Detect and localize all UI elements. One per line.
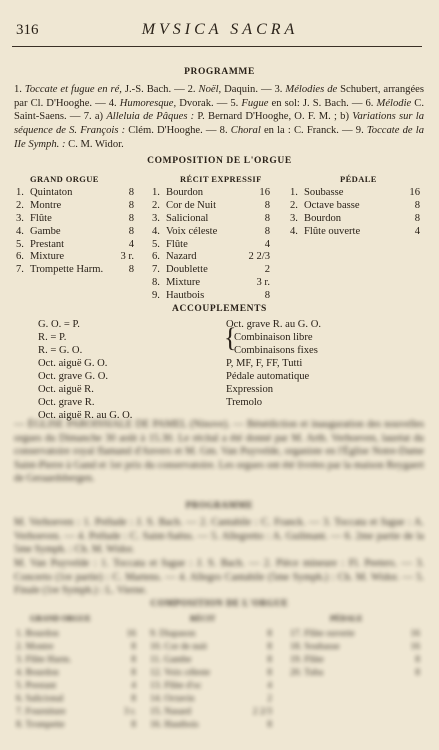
lower-stop-row: [16, 667, 136, 680]
lower-stop-value: 16: [410, 642, 420, 652]
lower-stop-name: 5. Prestant: [16, 681, 57, 691]
lower-stop-name: 18. Soubasse: [290, 642, 340, 652]
lower-stop-row: [150, 654, 272, 667]
stop-row: [152, 277, 270, 290]
programme-segment: Alleluia de Pâques :: [106, 111, 195, 123]
lower-programme-1: M. Verhoeven : 1. Prélude : J. S. Bach. — 2. Cantabile : C. Franck. — 3. Toccata et fugue : A. Verhoeven. — 4. Prélude : C. Saint-Saëns. — 5. Allegretto : A. Guilmant. — 6. 2me partie de la 5me Symph. : Ch. M. Widor.: [14, 517, 424, 556]
stop-name: Montre: [30, 199, 62, 211]
stop-value: 3 r.: [256, 277, 270, 289]
stop-row: [152, 226, 270, 239]
blurred-lower-section: [0, 412, 439, 750]
lower-stop-name: 19. Flûte: [290, 655, 324, 665]
recit-stops: [152, 187, 270, 303]
stop-number: 2.: [16, 199, 24, 211]
stop-row: [152, 264, 270, 277]
stop-value: 4: [128, 238, 134, 250]
programme-heading: PROGRAMME: [184, 67, 255, 77]
stop-number: 1.: [152, 187, 160, 198]
programme-segment: Dvorak. — 5.: [176, 97, 242, 109]
lower-stop-row: [150, 628, 272, 641]
lower-recit-heading: RÉCIT: [190, 614, 216, 623]
programme-segment: en sol: J. S. Bach. — 6.: [268, 97, 377, 109]
stop-number: 5.: [152, 238, 160, 250]
lower-stop-name: 6. Salicional: [16, 694, 64, 704]
accouplements-heading: ACCOUPLEMENTS: [172, 304, 267, 314]
stop-row: [290, 200, 420, 213]
lower-stop-value: 16: [410, 629, 420, 639]
stop-value: 8: [128, 225, 134, 237]
stop-value: 2 2/3: [248, 251, 270, 263]
programme-segment: Toccate de la IIe Symph. :: [14, 125, 424, 150]
lower-stop-value: 8: [415, 668, 420, 678]
lower-programme-2: M. Van Puyvelde : 1. Toccata et fugue : J. S. Bach. — 2. Pièce mineure : Fl. Peeters. — 3. Concerto (1re partie) : C. Martens. — 4. Allegro Cantabile (5me Symph.) : Ch. M. Widor. — 5. Finale (1re Symph.) : L. Vierne.: [14, 558, 424, 597]
lower-stop-value: 8: [267, 655, 272, 665]
stop-name: Cor de Nuit: [166, 199, 217, 211]
stop-number: 1.: [16, 187, 24, 198]
page-number: 316: [16, 22, 39, 38]
stop-row: [152, 239, 270, 252]
programme-segment: Clém. D'Hooghe. — 8.: [125, 125, 231, 137]
stop-name: Bourdon: [304, 212, 342, 224]
stop-row: [16, 264, 134, 277]
coupler-item: R. = G. O.: [38, 345, 83, 356]
coupler-item: Oct. grave R.: [38, 397, 95, 408]
stop-name: Doublette: [166, 264, 208, 276]
lower-stop-value: 2: [267, 694, 272, 704]
stop-number: 2.: [290, 199, 298, 211]
lower-stop-value: 8: [267, 668, 272, 678]
lower-stop-value: 8: [267, 642, 272, 652]
programme-segment: Schubert, arrangées par Cl. D'Hooghe. — 4.: [14, 84, 425, 109]
page-header: [16, 20, 424, 44]
stop-row: [152, 187, 270, 200]
stop-number: 2.: [152, 199, 160, 211]
lower-stop-name: 12. Voix céleste: [150, 668, 211, 678]
lower-stop-value: 8: [415, 655, 420, 665]
pamel-paragraph: — ÉGLISE PAROISSIALE DE PAMEL (Ninove). — Bénédiction et inauguration des nouvelles orgues du Dimanche 30 août à 15.30. Le récital a été donné par M. Arth. Verhoeven, lauréat du conservatoire royal flamand d'Anvers et M. Gm. Van Puyvelde, organiste en l'Église Notre-Dame Saint-Pierre à Gand et 1er prix du conservatoire. Les orgues ont été livrées par la maison Reygaert de Geraardsbergen.: [14, 419, 424, 485]
stop-name: Bourdon: [166, 187, 204, 198]
stop-value: 16: [259, 187, 270, 198]
stop-name: Nazard: [166, 251, 197, 263]
stop-name: Hautbois: [166, 290, 205, 302]
lower-stop-row: [150, 706, 272, 719]
stop-value: 8: [128, 264, 134, 276]
programme-segment: Mélodie: [376, 97, 412, 109]
lower-stop-row: [150, 693, 272, 706]
lower-stop-name: 13. Flûte d'oc: [150, 681, 202, 691]
stop-row: [16, 187, 134, 200]
lower-stop-row: [16, 719, 136, 732]
programme-segment: Mélodies de: [285, 84, 338, 95]
stop-name: Quintaton: [30, 187, 73, 198]
stop-name: Trompette Harm.: [30, 264, 104, 276]
programme-segment: Choral: [230, 125, 261, 137]
programme-segment: 1.: [14, 84, 25, 95]
lower-stop-name: 10. Cor de nuit: [150, 642, 207, 652]
lower-composition-heading: COMPOSITION DE L'ORGUE: [150, 598, 289, 608]
lower-stop-row: [16, 693, 136, 706]
stop-number: 4.: [290, 225, 298, 237]
coupler-item: R. = P.: [38, 332, 67, 343]
stop-number: 1.: [290, 187, 298, 198]
lower-stop-name: 17. Flûte ouverte: [290, 629, 355, 639]
stop-row: [152, 290, 270, 303]
stop-number: 9.: [152, 290, 160, 302]
lower-programme-heading: PROGRAMME: [185, 500, 254, 510]
lower-stop-value: 4: [131, 681, 136, 691]
couplers-left: [38, 318, 132, 422]
programme-segment: C. M. Widor.: [65, 138, 124, 150]
pedale-stops: [290, 187, 420, 239]
lower-pedale-stops: [290, 628, 420, 680]
coupler-item: Pédale automatique: [226, 371, 310, 382]
stop-row: [152, 213, 270, 226]
lower-stop-name: 14. Octavin: [150, 694, 195, 704]
stop-value: 8: [128, 187, 134, 198]
lower-stop-value: 8: [267, 720, 272, 730]
programme-segment: Fugue: [241, 97, 269, 109]
lower-stop-name: 15. Nasard: [150, 707, 192, 717]
programme-segment: C. Saint-Saens. — 7. a): [14, 97, 424, 123]
coupler-item: Combinaisons fixes: [234, 345, 318, 356]
coupler-item: Oct. grave G. O.: [38, 371, 109, 382]
lower-pedale-heading: PÉDALE: [330, 614, 363, 623]
lower-stop-row: [16, 654, 136, 667]
stop-row: [152, 251, 270, 264]
stop-number: 3.: [152, 212, 160, 224]
stop-number: 3.: [290, 212, 298, 224]
lower-stop-name: 8. Trompette: [16, 720, 65, 730]
lower-stop-name: 7. Fourniture: [16, 707, 66, 717]
stop-number: 3.: [16, 212, 24, 224]
stop-number: 4.: [16, 225, 24, 237]
coupler-item: Tremolo: [226, 397, 263, 408]
stop-number: 8.: [152, 277, 160, 289]
stop-row: [290, 187, 420, 200]
lower-stop-value: 8: [131, 655, 136, 665]
coupler-item: Oct. aiguë R. au G. O.: [38, 410, 133, 421]
lower-stop-row: [290, 667, 420, 680]
lower-stop-name: 1. Bourdon: [16, 629, 59, 639]
lower-stop-name: 11. Gambe: [150, 655, 192, 665]
stop-row: [16, 251, 134, 264]
programme-segment: J.-S. Bach. — 2.: [121, 84, 199, 95]
stop-value: 3 r.: [120, 251, 134, 263]
stop-value: 2: [264, 264, 270, 276]
stop-value: 4: [414, 225, 420, 237]
programme-segment: P. Bernard D'Hooghe, O. F. M. ; b): [194, 111, 353, 123]
grand-orgue-heading: GRAND ORGUE: [30, 174, 99, 184]
stop-value: 8: [414, 212, 420, 224]
grand-orgue-stops: [16, 187, 134, 277]
stop-name: Soubasse: [304, 187, 344, 198]
lower-recit-stops: [150, 628, 272, 732]
lower-stop-value: 8: [131, 642, 136, 652]
lower-stop-value: 3 r.: [123, 707, 136, 717]
coupler-item: G. O. = P.: [38, 319, 80, 330]
recit-heading: RÉCIT EXPRESSIF: [180, 174, 262, 184]
stop-value: 8: [128, 199, 134, 211]
stop-value: 8: [414, 199, 420, 211]
lower-stop-value: 8: [131, 720, 136, 730]
stop-row: [16, 213, 134, 226]
stop-value: 8: [128, 212, 134, 224]
lower-stop-row: [16, 628, 136, 641]
stop-number: 7.: [152, 264, 160, 276]
lower-stop-value: 8: [131, 668, 136, 678]
stop-value: 8: [264, 212, 270, 224]
stop-value: 8: [264, 225, 270, 237]
lower-stop-name: 4. Bourdon: [16, 668, 59, 678]
stop-row: [290, 213, 420, 226]
lower-stop-value: 8: [131, 694, 136, 704]
pedale-heading: PÉDALE: [340, 174, 377, 184]
programme-segment: Daquin. — 3.: [221, 84, 286, 95]
stop-name: Mixture: [30, 251, 65, 263]
coupler-item: Oct. aiguë G. O.: [38, 358, 108, 369]
lower-stop-row: [150, 680, 272, 693]
stop-name: Mixture: [166, 277, 201, 289]
stop-row: [16, 200, 134, 213]
lower-stop-row: [290, 628, 420, 641]
programme-segment: Toccate et fugue en ré,: [24, 84, 122, 95]
coupler-item: P, MF, F, FF, Tutti: [226, 358, 303, 369]
lower-stop-row: [150, 641, 272, 654]
lower-stop-row: [16, 641, 136, 654]
stop-name: Flûte ouverte: [304, 225, 361, 237]
stop-number: 6.: [16, 251, 24, 263]
stop-name: Prestant: [30, 238, 65, 250]
lower-stop-value: 8: [267, 629, 272, 639]
programme-segment: en la : C. Franck. — 9.: [260, 125, 367, 137]
stop-row: [16, 239, 134, 252]
stop-name: Gambe: [30, 225, 61, 237]
stop-name: Octave basse: [304, 199, 360, 211]
lower-stop-row: [16, 680, 136, 693]
programme-segment: Noël,: [198, 84, 222, 95]
stop-row: [290, 226, 420, 239]
combination-brace: {: [224, 322, 237, 353]
programme-segment: Variations sur la séquence de S. François :: [14, 111, 424, 137]
lower-stop-name: 16. Hautbois: [150, 720, 199, 730]
stop-number: 6.: [152, 251, 160, 263]
programme-text: [14, 83, 424, 152]
stop-name: Flûte: [166, 238, 188, 250]
stop-number: 4.: [152, 225, 160, 237]
coupler-item: Oct. grave R. au G. O.: [226, 319, 322, 330]
stop-value: 16: [409, 187, 420, 198]
lower-stop-row: [150, 667, 272, 680]
lower-stop-value: 4: [267, 681, 272, 691]
stop-row: [16, 226, 134, 239]
lower-stop-row: [16, 706, 136, 719]
lower-stop-row: [290, 641, 420, 654]
stop-row: [152, 200, 270, 213]
stop-name: Flûte: [30, 212, 52, 224]
coupler-item: Combinaison libre: [234, 332, 313, 343]
stop-number: 7.: [16, 264, 24, 276]
lower-stop-row: [150, 719, 272, 732]
stop-value: 4: [264, 238, 270, 250]
lower-stop-value: 16: [126, 629, 136, 639]
couplers-right: [226, 318, 321, 409]
lower-go-heading: GRAND ORGUE: [30, 614, 91, 623]
composition-heading: COMPOSITION DE L'ORGUE: [147, 156, 292, 166]
lower-stop-value: 2 2/3: [252, 707, 272, 717]
coupler-item: Oct. aiguë R.: [38, 384, 94, 395]
stop-value: 8: [264, 290, 270, 302]
lower-stop-name: 3. Flûte Harm.: [16, 655, 72, 665]
header-rule: [12, 46, 422, 47]
programme-segment: Humoresque,: [119, 97, 177, 109]
coupler-item: Expression: [226, 384, 274, 395]
running-title: MVSICA SACRA: [141, 21, 299, 38]
lower-stop-row: [290, 654, 420, 667]
stop-name: Salicional: [166, 212, 209, 224]
lower-stop-name: 2. Montre: [16, 642, 54, 652]
stop-name: Voix céleste: [166, 225, 218, 237]
lower-go-stops: [16, 628, 136, 732]
lower-stop-name: 9. Diapason: [150, 629, 196, 639]
stop-value: 8: [264, 199, 270, 211]
lower-stop-name: 20. Tuba: [290, 668, 324, 678]
stop-number: 5.: [16, 238, 24, 250]
